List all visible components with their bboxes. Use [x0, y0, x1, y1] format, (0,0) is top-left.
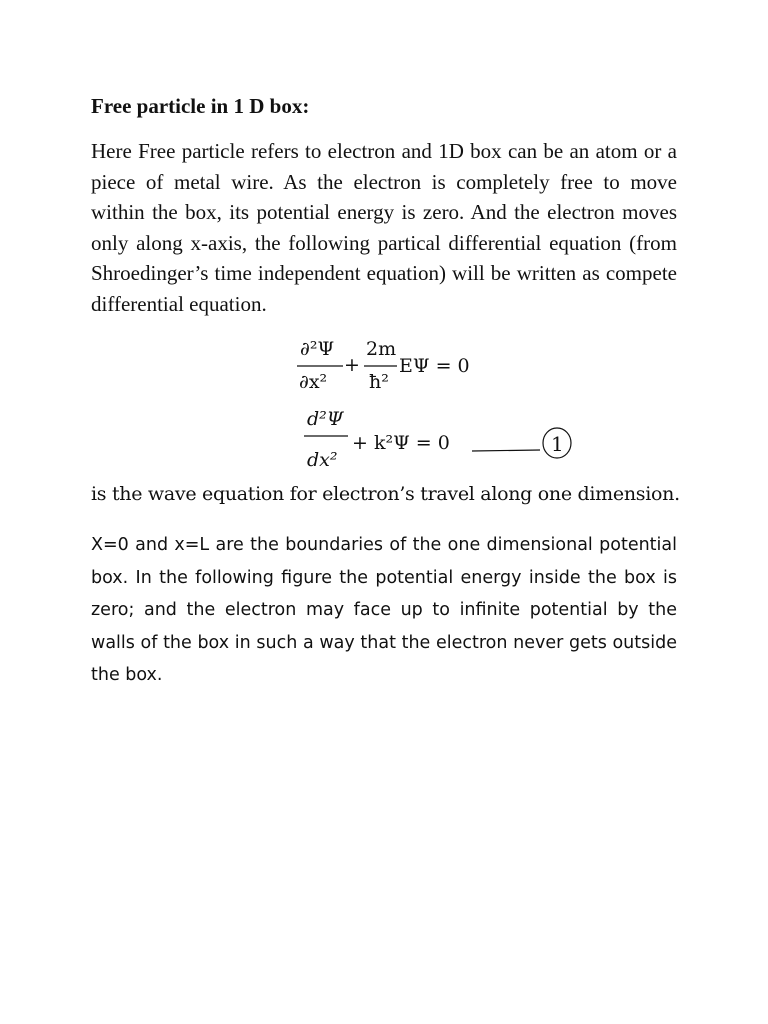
eq2-annotation-line [472, 450, 540, 451]
eq1-term2-denominator: ħ² [369, 371, 389, 393]
eq2-annotation-number: 1 [551, 432, 564, 456]
intro-paragraph: Here Free particle refers to electron and 1D box can be an atom or a piece of metal wire. As the electron is completely free to move within the box, its potential energy is zero. And the electron moves only along x-axis, the following partical differential equation (from Shroedinger’s time independent equation) will be written as compete differential equation. [91, 139, 677, 316]
eq1-plus-sign: + [344, 354, 360, 376]
wave-equation-statement: is the wave equation for electron’s travel along one dimension. [91, 483, 680, 505]
eq2-rhs: + k²Ψ = 0 [352, 432, 450, 454]
boundary-paragraph: X=0 and x=L are the boundaries of the one dimensional potential box. In the following figure the potential energy inside the box is zero; and the electron may face up to infinite potential by the walls of the box in such a way that the electron never gets outside the box. [91, 535, 677, 685]
equation-2 [304, 408, 571, 471]
eq1-term1-denominator: ∂x² [299, 371, 328, 393]
equations-block [0, 330, 768, 480]
equation-1 [297, 338, 470, 393]
eq1-term1-numerator: ∂²Ψ [300, 338, 335, 360]
eq2-term1-numerator: d²Ψ [307, 408, 344, 430]
eq1-term2-numerator: 2m [366, 338, 397, 360]
eq1-rhs: EΨ = 0 [399, 355, 470, 377]
section-heading: Free particle in 1 D box: [91, 94, 310, 118]
eq2-term1-denominator: dx² [307, 449, 338, 471]
